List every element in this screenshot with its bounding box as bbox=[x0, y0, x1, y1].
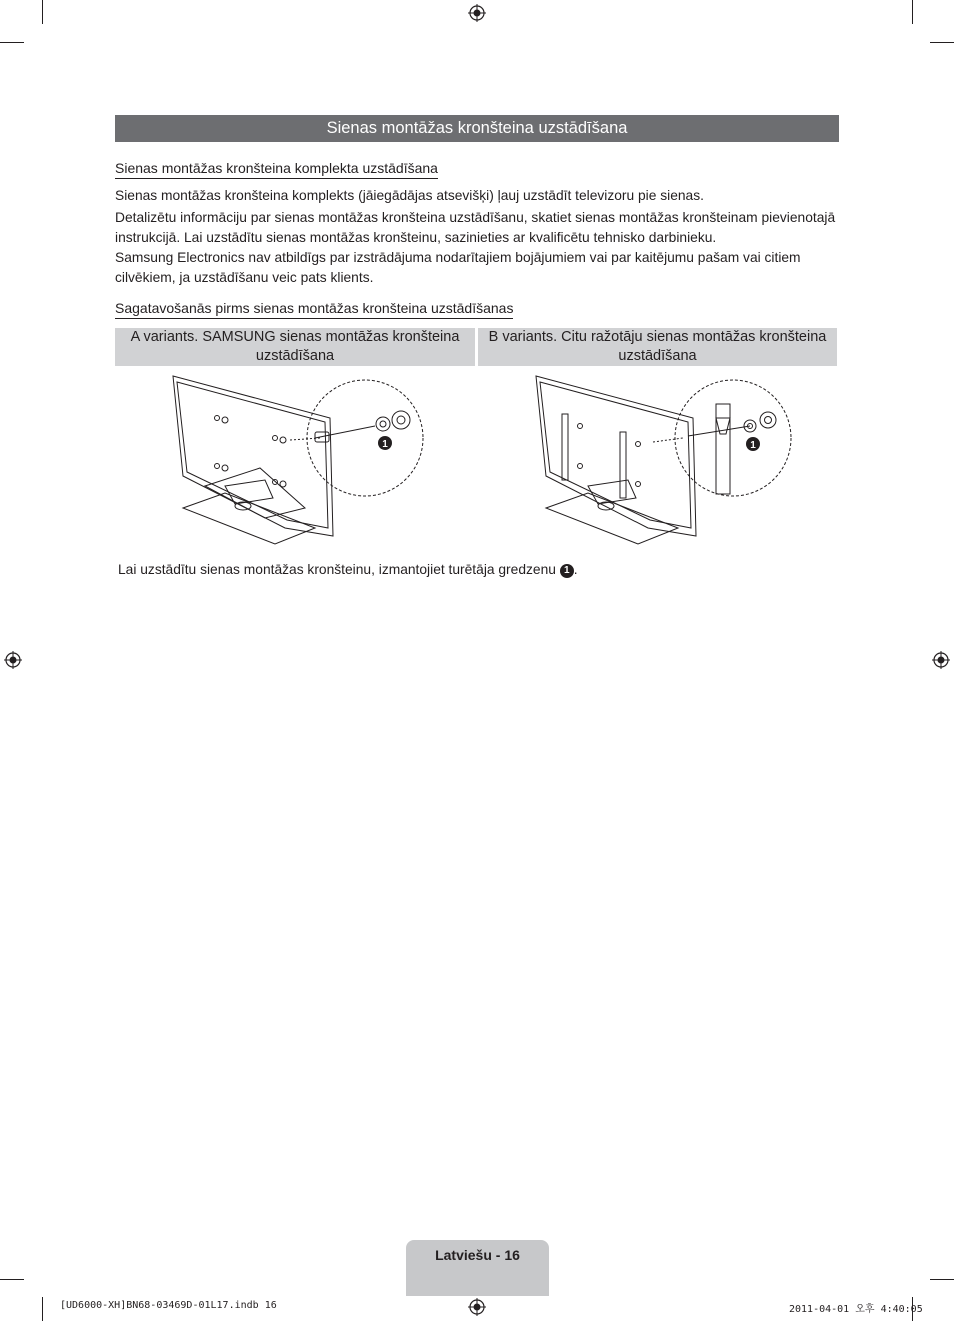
subheading-kit-installation: Sienas montāžas kronšteina komplekta uzstādīšana bbox=[115, 159, 438, 179]
callout-number-a: 1 bbox=[382, 439, 388, 450]
crop-mark bbox=[930, 1279, 954, 1280]
paragraph-disclaimer: Samsung Electronics nav atbildīgs par izstrādājuma nodarītajiem bojājumiem vai par kaitējumu pašam vai citiem cilvēkiem, ja uzstādīšanu veic pats klients. bbox=[115, 250, 801, 285]
print-date: 2011-04-01 오후 4:40:05 bbox=[789, 1304, 923, 1315]
registration-mark-icon bbox=[932, 651, 950, 669]
subheading-preparation: Sagatavošanās pirms sienas montāžas kronšteina uzstādīšanas bbox=[115, 299, 513, 319]
crop-mark bbox=[42, 0, 43, 24]
footer-text: Latviešu - 16 bbox=[435, 1247, 520, 1263]
variant-b-header: B variants. Citu ražotāju sienas montāžas kronšteina uzstādīšana bbox=[478, 328, 837, 366]
holder-ring-callout-icon: 1 bbox=[560, 564, 574, 578]
instruction-line bbox=[118, 561, 578, 579]
crop-mark bbox=[912, 0, 913, 24]
variant-a-header: A variants. SAMSUNG sienas montāžas kronšteina uzstādīšana bbox=[115, 328, 475, 366]
tv-mount-illustration-b bbox=[528, 368, 798, 548]
crop-mark bbox=[0, 1279, 24, 1280]
instruction-end: . bbox=[573, 562, 578, 577]
page-footer-label bbox=[406, 1240, 549, 1296]
tv-mount-illustration-a bbox=[165, 368, 435, 548]
crop-mark bbox=[930, 42, 954, 43]
section-title: Sienas montāžas kronšteina uzstādīšana bbox=[115, 115, 839, 142]
paragraph-details: Detalizētu informāciju par sienas montāžas kronšteina uzstādīšanu, skatiet sienas montāžas kronšteinam pievienotajā instrukcijā. Lai uzstādītu sienas montāžas kronšteinu, sazinieties ar kvalificētu tehnisko darbinieku. bbox=[115, 210, 836, 245]
crop-mark bbox=[42, 1297, 43, 1321]
file-info: [UD6000-XH]BN68-03469D-01L17.indb 16 bbox=[60, 1300, 277, 1311]
callout-number-b: 1 bbox=[750, 440, 756, 451]
registration-mark-icon bbox=[468, 1298, 486, 1316]
registration-mark-icon bbox=[468, 4, 486, 22]
crop-mark bbox=[0, 42, 24, 43]
instruction-text: Lai uzstādītu sienas montāžas kronšteinu, izmantojiet turētāja gredzenu bbox=[118, 562, 556, 577]
paragraph-intro: Sienas montāžas kronšteina komplekts (jāiegādājas atsevišķi) ļauj uzstādīt televizoru pie sienas. bbox=[115, 188, 704, 203]
registration-mark-icon bbox=[4, 651, 22, 669]
